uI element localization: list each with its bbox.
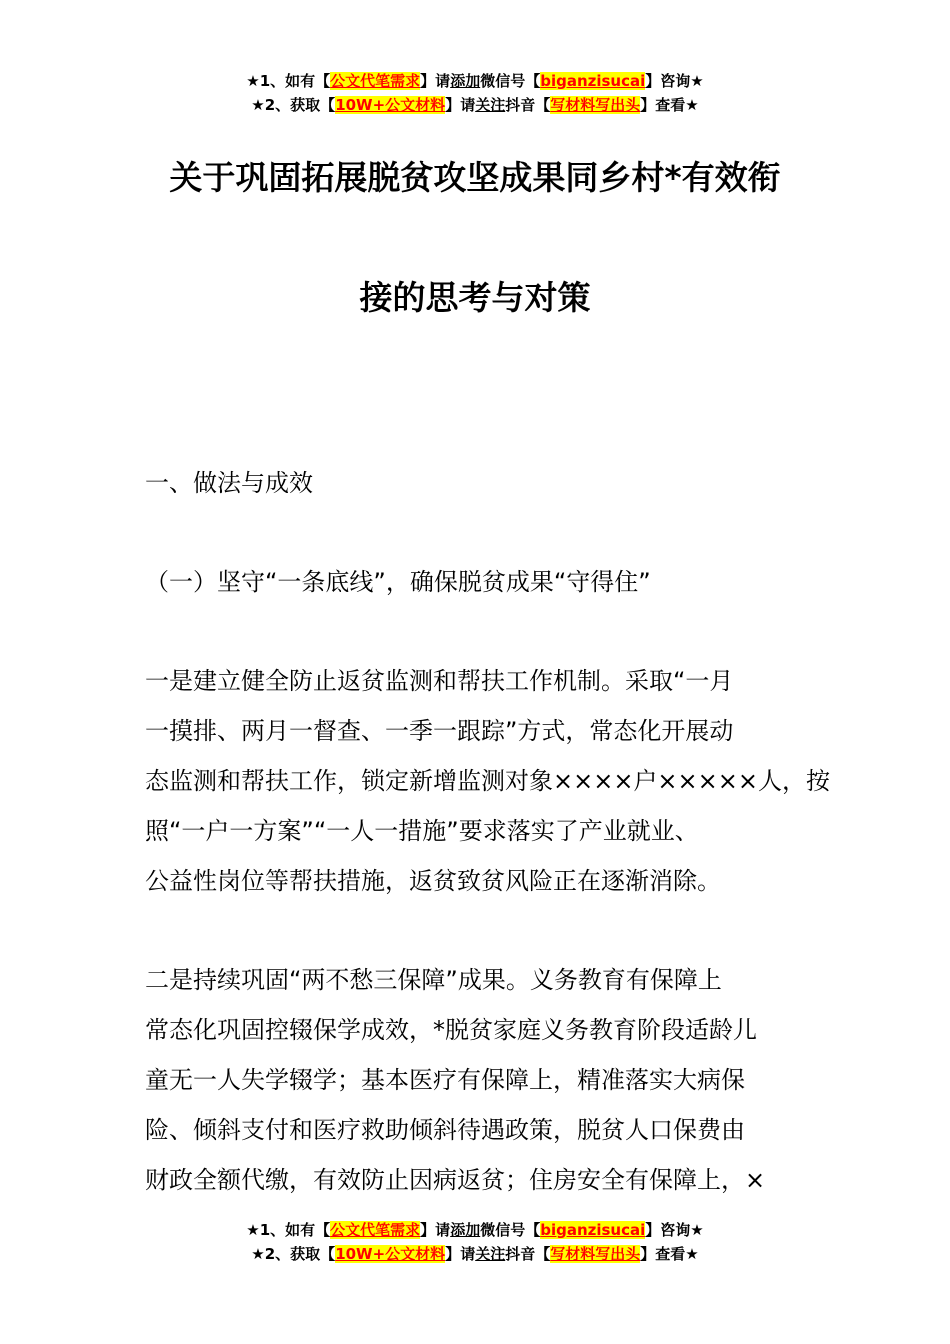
text: 】咨询★ (645, 1221, 704, 1239)
text: 添加 (450, 72, 481, 90)
douyin-id: 写材料写出头 (550, 1245, 641, 1263)
highlight: 10W+公文材料 (335, 96, 446, 114)
paragraph-2 (145, 955, 815, 1205)
section-heading: 一、做法与成效 (145, 469, 313, 497)
text: 微信号【 (480, 72, 541, 90)
text: 】查看★ (640, 1245, 699, 1263)
wechat-id: biganzisucai (540, 72, 646, 90)
text-line: 一摸排、两月一督查、一季一跟踪”方式，常态化开展动 (145, 717, 734, 745)
text: ★1、如有【 (246, 72, 331, 90)
text-line: 险、倾斜支付和医疗救助倾斜待遇政策，脱贫人口保费由 (145, 1116, 745, 1144)
doc-title-line-1: 关于巩固拓展脱贫攻坚成果同乡村*有效衔 (169, 158, 781, 197)
text: 】咨询★ (645, 72, 704, 90)
text: 】请 (445, 96, 476, 114)
text: 添加 (450, 1221, 481, 1239)
text-line: 财政全额代缴，有效防止因病返贫；住房安全有保障上，× (145, 1166, 766, 1194)
paragraph-1 (145, 656, 830, 906)
text: 】请 (420, 72, 451, 90)
text-line: 常态化巩固控辍保学成效，*脱贫家庭义务教育阶段适龄儿 (145, 1016, 757, 1044)
text: ★2、获取【 (251, 96, 336, 114)
promo-line-2 (0, 1242, 950, 1266)
promo-line-1 (0, 1218, 950, 1242)
highlight: 公文代笔需求 (330, 1221, 421, 1239)
doc-title-line-2: 接的思考与对策 (359, 278, 591, 317)
text-line: 态监测和帮扶工作，锁定新增监测对象××××户×××××人，按 (145, 767, 830, 795)
promo-banner-bottom (0, 1218, 950, 1266)
text: ★1、如有【 (246, 1221, 331, 1239)
promo-line-2 (0, 93, 950, 117)
highlight: 10W+公文材料 (335, 1245, 446, 1263)
text: 关注 (475, 96, 506, 114)
text: 】查看★ (640, 96, 699, 114)
text-line: 二是持续巩固“两不愁三保障”成果。义务教育有保障上 (145, 966, 722, 994)
text: 微信号【 (480, 1221, 541, 1239)
wechat-id: biganzisucai (540, 1221, 646, 1239)
text-line: 童无一人失学辍学；基本医疗有保障上，精准落实大病保 (145, 1066, 745, 1094)
text: ★2、获取【 (251, 1245, 336, 1263)
douyin-id: 写材料写出头 (550, 96, 641, 114)
text-line: 一是建立健全防止返贫监测和帮扶工作机制。采取“一月 (145, 667, 734, 695)
text: 】请 (420, 1221, 451, 1239)
text-line: 公益性岗位等帮扶措施，返贫致贫风险正在逐渐消除。 (145, 867, 721, 895)
text: 关注 (475, 1245, 506, 1263)
highlight: 公文代笔需求 (330, 72, 421, 90)
subsection-heading: （一）坚守“一条底线”，确保脱贫成果“守得住” (145, 568, 651, 596)
text: 】请 (445, 1245, 476, 1263)
text-line: 照“一户一方案”“一人一措施”要求落实了产业就业、 (145, 817, 699, 845)
text: 抖音【 (505, 96, 551, 114)
doc-body (145, 458, 830, 1205)
promo-banner-top (0, 69, 950, 117)
promo-line-1 (0, 69, 950, 93)
text: 抖音【 (505, 1245, 551, 1263)
